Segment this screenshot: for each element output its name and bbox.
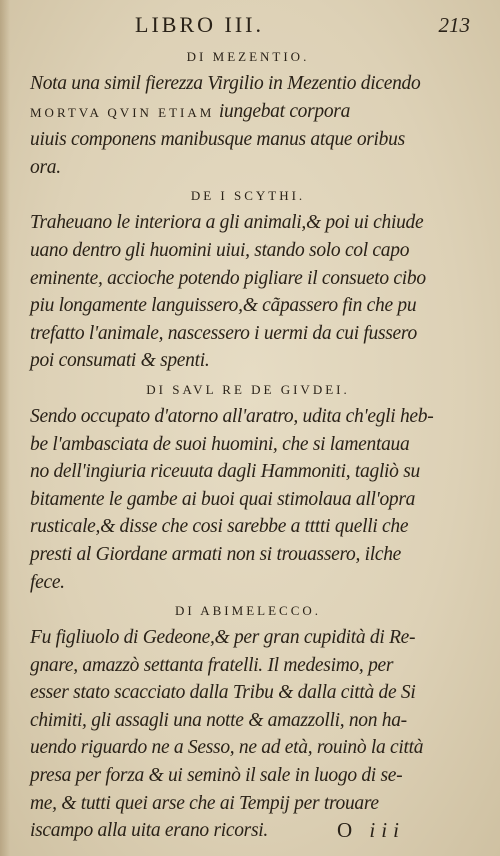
text-line: chimiti, gli assagli una notte & amazzolli, non ha- bbox=[30, 709, 407, 731]
paragraph-mezentio bbox=[30, 70, 466, 181]
text-line: piu longamente languissero,& cãpassero fin che pu bbox=[30, 295, 417, 317]
signature-letter: O bbox=[337, 818, 359, 842]
section-heading-saul: DI SAVL RE DE GIVDEI. bbox=[146, 381, 350, 397]
text-line bbox=[30, 98, 466, 127]
page-gutter-shadow bbox=[0, 0, 10, 856]
paragraph-scythi bbox=[30, 209, 466, 375]
text-line: presti al Giordane armati non si trouassero, ilche bbox=[30, 543, 402, 565]
text-line: ora. bbox=[30, 156, 61, 178]
page-header bbox=[30, 12, 470, 42]
text-line: trefatto l'animale, nascessero i uermi da cui fussero bbox=[30, 322, 417, 344]
text-line: poi consumati & spenti. bbox=[30, 350, 210, 372]
text-line: Traheuano le interiora a gli animali,& poi ui chiude bbox=[30, 212, 424, 234]
text-line: uiuis componens manibusque manus atque oribus bbox=[30, 129, 405, 151]
text-line: esser stato scacciato dalla Tribu & dalla città de Si bbox=[30, 682, 416, 704]
text-line: be l'ambasciata de suoi huomini, che si lamentaua bbox=[30, 433, 410, 455]
text-line: Sendo occupato d'atorno all'aratro, udita ch'egli heb- bbox=[30, 405, 434, 427]
text-line: gnare, amazzò settanta fratelli. Il medesimo, per bbox=[30, 654, 394, 676]
text-line: fece. bbox=[30, 571, 65, 593]
running-head: LIBRO III. bbox=[135, 12, 264, 37]
text-line: uendo riguardo ne a Sesso, ne ad età, rouinò la città bbox=[30, 737, 424, 759]
section-heading-scythi: DE I SCYTHI. bbox=[190, 188, 306, 204]
text-fragment: iungebat corpora bbox=[214, 100, 351, 122]
signature-numeral: iii bbox=[369, 818, 405, 842]
text-line: Fu figliuolo di Gedeone,& per gran cupidità di Re- bbox=[30, 627, 416, 649]
text-line: iscampo alla uita erano ricorsi. bbox=[30, 820, 268, 842]
text-line: no dell'ingiuria riceuuta dagli Hammoniti, tagliò su bbox=[30, 461, 420, 483]
small-caps-quote: MORTVA QVIN ETIAM bbox=[30, 104, 215, 120]
text-line: rusticale,& disse che cosi sarebbe a tttti quelli che bbox=[30, 516, 409, 538]
text-line: eminente, accioche potendo pigliare il consueto cibo bbox=[30, 267, 426, 289]
paragraph-saul bbox=[30, 403, 466, 596]
signature-mark bbox=[337, 818, 405, 843]
text-line: me, & tutti quei arse che ai Tempij per trouare bbox=[30, 792, 379, 814]
page-number: 213 bbox=[438, 13, 470, 37]
text-line: Nota una simil fierezza Virgilio in Mezentio dicendo bbox=[30, 73, 421, 94]
section-heading-abimelecco: DI ABIMELECCO. bbox=[175, 603, 321, 619]
text-line: bitamente le gambe ai buoi quai stimolaua all'opra bbox=[30, 488, 416, 510]
section-heading-mezentio: DI MEZENTIO. bbox=[186, 49, 310, 64]
paragraph-abimelecco bbox=[30, 624, 466, 845]
text-line: presa per forza & ui seminò il sale in luogo di se- bbox=[30, 765, 403, 787]
text-line: uano dentro gli huomini uiui, stando solo col capo bbox=[30, 239, 410, 261]
